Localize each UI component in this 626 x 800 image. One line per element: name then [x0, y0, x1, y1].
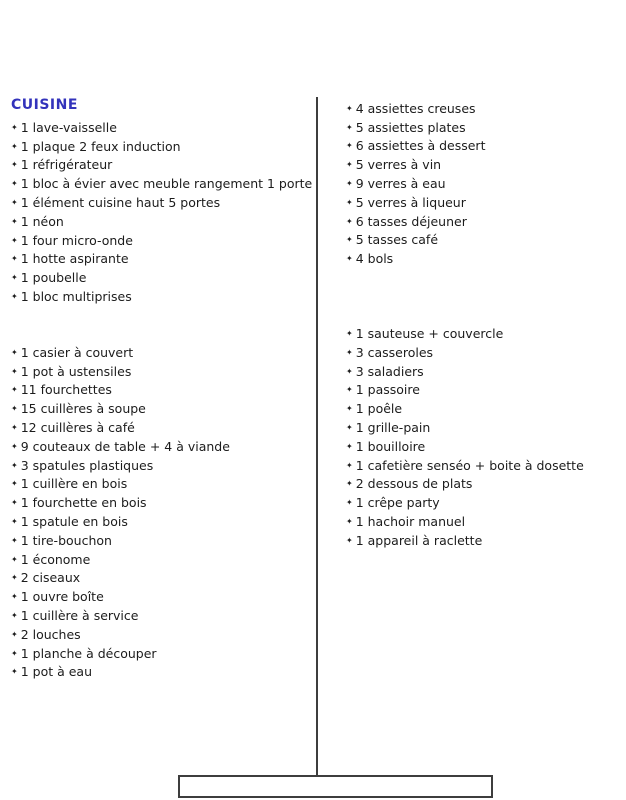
left-list-utensils [11, 343, 311, 681]
bullet-icon: ✦ [346, 254, 353, 264]
bullet-icon: ✦ [346, 103, 353, 113]
list-item [11, 606, 311, 625]
list-item-text: 1 grille-pain [355, 420, 431, 436]
bullet-icon: ✦ [11, 273, 18, 283]
bullet-icon: ✦ [346, 141, 353, 151]
list-item-text: 2 dessous de plats [355, 476, 473, 492]
bullet-icon: ✦ [346, 160, 353, 170]
list-item-text: 1 tire-bouchon [20, 532, 112, 548]
list-item-text: 2 louches [20, 626, 81, 642]
bullet-icon: ✦ [11, 498, 18, 508]
list-item [11, 362, 311, 381]
bullet-icon: ✦ [346, 329, 353, 339]
bullet-icon: ✦ [11, 216, 18, 226]
bullet-icon: ✦ [11, 573, 18, 583]
list-item-text: 4 bols [355, 251, 394, 267]
list-item [346, 99, 616, 118]
list-item [346, 193, 616, 212]
list-item [11, 550, 311, 569]
list-item [11, 569, 311, 588]
bullet-icon: ✦ [11, 404, 18, 414]
bullet-icon: ✦ [11, 535, 18, 545]
left-list-appliances [11, 118, 311, 306]
bullet-icon: ✦ [11, 441, 18, 451]
page-title: CUISINE [11, 97, 78, 113]
list-item-text: 3 spatules plastiques [20, 457, 154, 473]
list-item [346, 362, 616, 381]
list-item-text: 4 assiettes creuses [355, 100, 476, 116]
list-item-text: 1 bloc à évier avec meuble rangement 1 porte [20, 176, 313, 192]
list-item [11, 625, 311, 644]
list-item [11, 644, 311, 663]
bullet-icon: ✦ [11, 292, 18, 302]
bullet-icon: ✦ [11, 347, 18, 357]
bullet-icon: ✦ [11, 235, 18, 245]
list-item [11, 512, 311, 531]
right-list-cookware [346, 324, 616, 550]
bullet-icon: ✦ [346, 122, 353, 132]
list-item [11, 456, 311, 475]
list-item [346, 249, 616, 268]
bullet-icon: ✦ [11, 648, 18, 658]
bullet-icon: ✦ [11, 366, 18, 376]
bullet-icon: ✦ [11, 198, 18, 208]
list-item-text: 1 cuillère en bois [20, 476, 128, 492]
list-item [346, 155, 616, 174]
list-item [346, 381, 616, 400]
bullet-icon: ✦ [346, 179, 353, 189]
list-item [11, 287, 311, 306]
bullet-icon: ✦ [11, 554, 18, 564]
list-item [11, 381, 311, 400]
list-item [346, 174, 616, 193]
list-item [346, 437, 616, 456]
bullet-icon: ✦ [346, 535, 353, 545]
list-item-text: 1 bouilloire [355, 438, 426, 454]
list-item-text: 1 four micro-onde [20, 232, 133, 248]
list-item-text: 1 bloc multiprises [20, 289, 132, 305]
left-column [11, 97, 311, 681]
list-item-text: 5 verres à vin [355, 157, 442, 173]
list-item [11, 193, 311, 212]
list-item [11, 343, 311, 362]
bullet-icon: ✦ [11, 423, 18, 433]
list-item [11, 437, 311, 456]
list-item [11, 156, 311, 175]
bullet-icon: ✦ [346, 197, 353, 207]
bullet-icon: ✦ [11, 611, 18, 621]
bullet-icon: ✦ [11, 160, 18, 170]
list-item-text: 1 appareil à raclette [355, 532, 483, 548]
bullet-icon: ✦ [11, 479, 18, 489]
bullet-icon: ✦ [11, 385, 18, 395]
bullet-icon: ✦ [11, 592, 18, 602]
list-item-text: 5 verres à liqueur [355, 194, 466, 210]
list-item [11, 231, 311, 250]
list-item [11, 663, 311, 682]
list-item-text: 1 ouvre boîte [20, 589, 104, 605]
list-item-text: 5 tasses café [355, 232, 439, 248]
bullet-icon: ✦ [11, 667, 18, 677]
list-item-text: 9 couteaux de table + 4 à viande [20, 438, 230, 454]
list-item-text: 1 planche à découper [20, 645, 157, 661]
list-item [346, 456, 616, 475]
bullet-icon: ✦ [346, 347, 353, 357]
right-list-dishes [346, 99, 616, 268]
column-divider-line [316, 97, 318, 777]
bullet-icon: ✦ [346, 235, 353, 245]
list-item-text: 12 cuillères à café [20, 420, 135, 436]
list-item [11, 268, 311, 287]
bullet-icon: ✦ [346, 517, 353, 527]
list-item [346, 493, 616, 512]
list-item-text: 15 cuillères à soupe [20, 401, 146, 417]
list-item [11, 212, 311, 231]
bullet-icon: ✦ [346, 216, 353, 226]
right-column [346, 99, 616, 550]
list-item [346, 137, 616, 156]
list-item-text: 6 tasses déjeuner [355, 213, 467, 229]
list-item-text: 1 crêpe party [355, 495, 440, 511]
list-item-text: 1 pot à ustensiles [20, 363, 132, 379]
bullet-icon: ✦ [11, 122, 18, 132]
list-item [11, 118, 311, 137]
list-item [11, 531, 311, 550]
bullet-icon: ✦ [346, 498, 353, 508]
list-item [11, 493, 311, 512]
bullet-icon: ✦ [346, 441, 353, 451]
list-item-text: 1 casier à couvert [20, 344, 134, 360]
bullet-icon: ✦ [11, 254, 18, 264]
list-item [11, 475, 311, 494]
list-item-text: 1 hachoir manuel [355, 514, 466, 530]
list-item [11, 174, 311, 193]
footer-box [178, 775, 493, 798]
list-item [11, 587, 311, 606]
bullet-icon: ✦ [346, 423, 353, 433]
list-item-text: 1 cafetière senséo + boite à dosette [355, 457, 584, 473]
list-item-text: 1 pot à eau [20, 664, 92, 680]
list-item-text: 1 spatule en bois [20, 514, 128, 530]
list-item-text: 1 fourchette en bois [20, 495, 147, 511]
bullet-icon: ✦ [11, 141, 18, 151]
list-item-text: 5 assiettes plates [355, 119, 466, 135]
bullet-icon: ✦ [11, 460, 18, 470]
bullet-icon: ✦ [346, 366, 353, 376]
list-item [11, 418, 311, 437]
list-item-text: 1 poêle [355, 401, 403, 417]
list-item-text: 1 passoire [355, 382, 420, 398]
list-item-text: 1 économe [20, 551, 91, 567]
list-item [346, 231, 616, 250]
list-item [346, 512, 616, 531]
list-item-text: 3 casseroles [355, 344, 434, 360]
list-item-text: 9 verres à eau [355, 176, 446, 192]
list-item-text: 1 néon [20, 213, 64, 229]
bullet-icon: ✦ [346, 479, 353, 489]
list-item [346, 531, 616, 550]
list-item-text: 6 assiettes à dessert [355, 138, 486, 154]
list-item [11, 250, 311, 269]
list-item [346, 343, 616, 362]
list-item-text: 11 fourchettes [20, 382, 112, 398]
bullet-icon: ✦ [11, 629, 18, 639]
bullet-icon: ✦ [11, 517, 18, 527]
list-item-text: 1 lave-vaisselle [20, 119, 117, 135]
list-item-text: 1 poubelle [20, 270, 87, 286]
list-item [346, 475, 616, 494]
bullet-icon: ✦ [346, 460, 353, 470]
list-item-text: 1 hotte aspirante [20, 251, 129, 267]
list-item [346, 212, 616, 231]
list-item [346, 399, 616, 418]
bullet-icon: ✦ [346, 385, 353, 395]
bullet-icon: ✦ [11, 179, 18, 189]
list-item [346, 118, 616, 137]
list-item-text: 3 saladiers [355, 363, 424, 379]
list-item-text: 1 réfrigérateur [20, 157, 113, 173]
list-item [346, 324, 616, 343]
list-item [346, 418, 616, 437]
list-item-text: 1 plaque 2 feux induction [20, 138, 181, 154]
list-item-text: 2 ciseaux [20, 570, 81, 586]
list-item-text: 1 sauteuse + couvercle [355, 326, 504, 342]
list-item [11, 137, 311, 156]
list-item-text: 1 cuillère à service [20, 608, 139, 624]
list-item [11, 399, 311, 418]
list-item-text: 1 élément cuisine haut 5 portes [20, 195, 221, 211]
bullet-icon: ✦ [346, 404, 353, 414]
